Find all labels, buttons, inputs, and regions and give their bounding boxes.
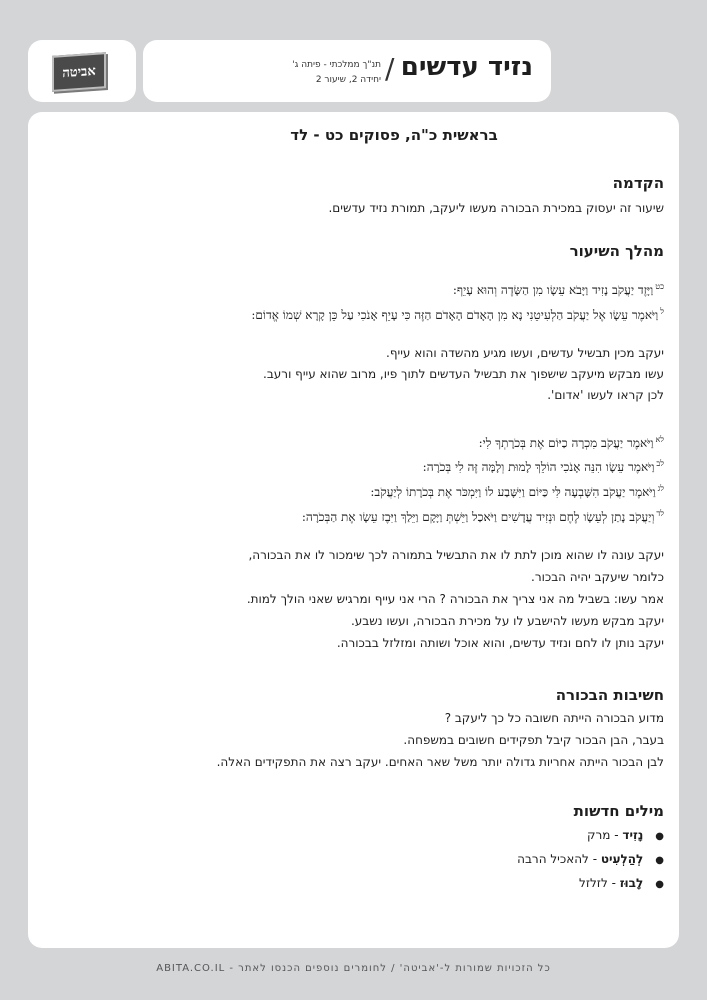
importance-heading: חשיבות הבכורה xyxy=(555,686,664,704)
vocab-definition: - לזלזל xyxy=(579,876,620,890)
page-title: נזיד עדשים xyxy=(400,52,533,82)
header-bar xyxy=(143,40,551,102)
paragraph-line: אמר עשו: בשביל מה אני צריך את הבכורה ? הרי אני עייף ומרגיש שאני הולך למות. xyxy=(246,592,664,606)
paragraph-line: יעקב עונה לו שהוא מוכן לתת לו את התבשיל בתמורה לכך שימכור לו את הבכורה, xyxy=(248,548,664,562)
verse-number: ל xyxy=(660,307,664,316)
vocab-definition: - להאכיל הרבה xyxy=(517,852,601,866)
verse-text: וַיֹּאמֶר עֵשָׂו הִנֵּה אָנֹכִי הוֹלֵךְ לָמוּת וְלָמָּה זֶּה לִי בְּכֹרָה: xyxy=(422,460,655,474)
paragraph-line: לבן הבכור הייתה אחריות גדולה יותר משל שאר האחים. יעקב רצה את התפקידים האלה. xyxy=(216,755,664,769)
paragraph-line: בעבר, הבן הבכור קיבל תפקידים חשובים במשפחה. xyxy=(403,733,664,747)
vocab-word: לְהַלְעִיט xyxy=(600,852,644,866)
intro-heading: הקדמה xyxy=(612,174,664,192)
bullet-icon: ● xyxy=(655,831,664,842)
verse xyxy=(302,509,664,525)
new-words-list xyxy=(517,824,664,896)
paragraph-line: מדוע הבכורה הייתה חשובה כל כך ליעקב ? xyxy=(444,711,664,725)
verse-number: כט xyxy=(655,282,664,291)
verse xyxy=(251,307,664,323)
paragraph-line: יעקב מבקש מעשו להישבע לו על מכירת הבכורה, ועשו נשבע. xyxy=(350,614,664,628)
verse-number: לד xyxy=(656,509,664,518)
footer-copyright: כל הזכויות שמורות ל-'אביטה' / לחומרים נוספים הכנסו לאתר - ABITA.CO.IL xyxy=(156,963,551,974)
verse-text: וַיָּזֶד יַעֲקֹב נָזִיד וַיָּבֹא עֵשָׂו מִן הַשָּׂדֶה וְהוּא עָיֵף: xyxy=(452,283,654,297)
verse-number: לב xyxy=(656,459,664,468)
vocab-definition: - מרק xyxy=(587,828,623,842)
title-separator: / xyxy=(385,52,395,85)
lesson-meta xyxy=(273,58,381,88)
bullet-icon: ● xyxy=(655,855,664,866)
list-item xyxy=(517,824,664,848)
new-words-heading: מילים חדשות xyxy=(573,802,664,820)
verse xyxy=(479,435,664,451)
verse-number: לא xyxy=(655,435,664,444)
logo: אביטה xyxy=(52,52,106,92)
source-reference: בראשית כ"ה, פסוקים כט - לד xyxy=(290,126,498,144)
list-item xyxy=(517,848,664,872)
meta-curriculum: תנ"ך ממלכתי - פיתה ג' xyxy=(292,60,381,70)
verse xyxy=(453,282,664,298)
logo-box xyxy=(28,40,136,102)
verse-text: וְיַעֲקֹב נָתַן לְעֵשָׂו לֶחֶם וּנְזִיד עֲדָשִׁים וַיֹּאכַל וַיֵּשְׁתְּ וַיָּקָם וַיֵּלַךְ וַיִּבֶז עֵשָׂו אֶת הַבְּכֹרָה: xyxy=(301,510,655,524)
vocab-word: נָזִיד xyxy=(622,828,644,842)
meta-unit: יחידה 2, שיעור 2 xyxy=(315,75,381,85)
verse xyxy=(370,484,664,500)
lesson-heading: מהלך השיעור xyxy=(569,242,664,260)
verse-number: לג xyxy=(657,484,664,493)
verse-text: וַיֹּאמֶר יַעֲקֹב הִשָּׁבְעָה לִּי כַּיּוֹם וַיִּשָּׁבַע לוֹ וַיִּמְכֹּר אֶת בְּכֹרָתוֹ לְיַעֲקֹב: xyxy=(370,485,656,499)
content-card xyxy=(28,112,679,948)
paragraph-line: כלומר שיעקב יהיה הבכור. xyxy=(531,570,664,584)
verse-text: וַיֹּאמֶר יַעֲקֹב מִכְרָה כַיּוֹם אֶת בְּכֹרָתְךָ לִי: xyxy=(478,436,654,450)
paragraph-line: יעקב מכין תבשיל עדשים, ועשו מגיע מהשדה והוא עייף. xyxy=(386,346,664,360)
intro-text: שיעור זה יעסוק במכירת הבכורה מעשו ליעקב, תמורת נזיד עדשים. xyxy=(328,201,664,215)
list-item xyxy=(517,872,664,896)
vocab-word: לָבוּז xyxy=(619,876,644,890)
paragraph-line: יעקב נותן לו לחם ונזיד עדשים, והוא אוכל ושותה ומזלזל בבכורה. xyxy=(336,636,664,650)
verse-text: וַיֹּאמֶר עֵשָׂו אֶל יַעֲקֹב הַלְעִיטֵנִי נָא מִן הָאָדֹם הָאָדֹם הַזֶּה כִּי עָיֵף אָנֹכִי עַל כֵּן קָרָא שְׁמוֹ אֱדוֹם: xyxy=(251,308,659,322)
verse xyxy=(423,459,664,475)
bullet-icon: ● xyxy=(655,879,664,890)
paragraph-line: עשו מבקש מיעקב שישפוך את תבשיל העדשים לתוך פיו, מרוב שהוא עייף ורעב. xyxy=(263,367,664,381)
paragraph-line: לכן קראו לעשו 'אדום'. xyxy=(547,388,664,402)
